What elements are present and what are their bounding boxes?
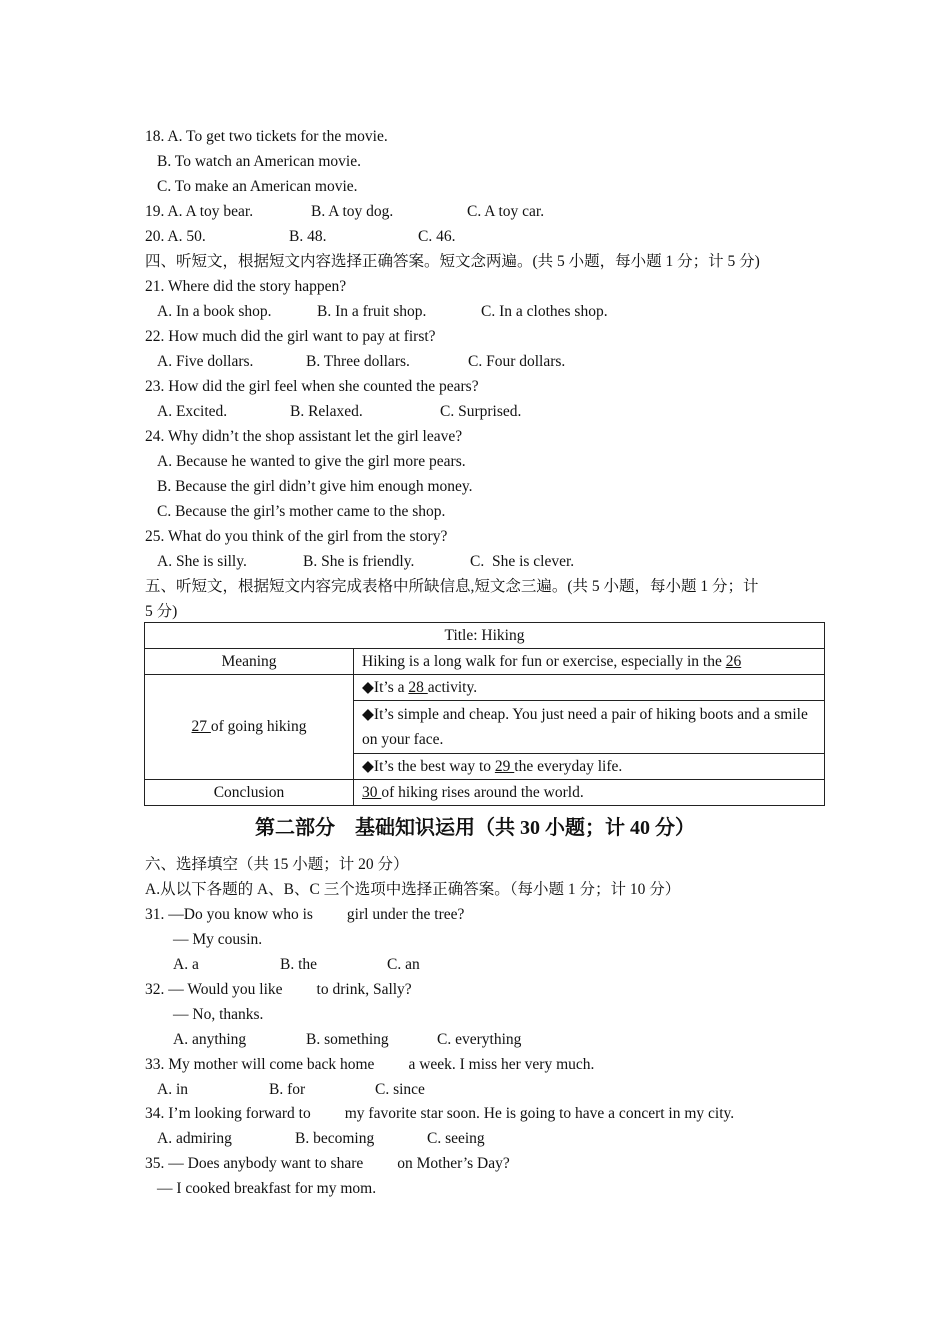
q23-stem: 23. How did the girl feel when she counted the pears? <box>145 378 479 395</box>
q32-option-a: A. anything <box>173 1031 247 1048</box>
blank-29: 29 <box>494 757 515 775</box>
q18-option-b: B. To watch an American movie. <box>157 153 361 170</box>
section-5-heading: 五、听短文，根据短文内容完成表格中所缺信息,短文念三遍。(共 5 小题，每小题 1 分；计 <box>145 578 759 595</box>
blank-27: 27 <box>191 718 211 735</box>
q21-option-b: B. In a fruit shop. <box>317 303 427 320</box>
q23-option-a: A. Excited. <box>157 403 228 420</box>
q34-option-a: A. admiring <box>157 1130 232 1147</box>
q24-option-b: B. Because the girl didn’t give him enough money. <box>157 478 473 495</box>
hiking-table <box>144 622 825 806</box>
q19-option-a: 19. A. A toy bear. <box>145 203 254 220</box>
table-row <box>145 649 825 675</box>
q24-option-a: A. Because he wanted to give the girl more pears. <box>157 453 466 470</box>
q20-option-b: B. 48. <box>289 228 327 245</box>
q25-option-b: B. She is friendly. <box>303 553 415 570</box>
blank-28: 28 <box>408 678 428 696</box>
q19-option-c: C. A toy car. <box>467 203 545 220</box>
q22-stem: 22. How much did the girl want to pay at first? <box>145 328 436 345</box>
q22-option-c: C. Four dollars. <box>468 353 566 370</box>
q32-stem <box>145 980 412 1000</box>
q31-option-a: A. a <box>173 956 199 973</box>
q34-option-c: C. seeing <box>427 1130 485 1147</box>
q32-reply: — No, thanks. <box>173 1006 264 1023</box>
q24-option-c: C. Because the girl’s mother came to the shop. <box>157 503 446 520</box>
q25-stem: 25. What do you think of the girl from the story? <box>145 528 448 545</box>
blank-26: 26 <box>725 652 742 670</box>
q18-option-c: C. To make an American movie. <box>157 178 358 195</box>
q35-stem <box>145 1154 510 1174</box>
table-row <box>145 623 825 649</box>
q34-stem-post: my favorite star soon. He is going to have a concert in my city. <box>344 1105 735 1122</box>
part-2-title: 第二部分 基础知识运用（共 30 小题；计 40 分） <box>255 817 695 839</box>
q31-stem <box>145 905 464 925</box>
reason-1-post: activity. <box>427 678 478 696</box>
q32-stem-pre: 32. — Would you like <box>145 981 283 998</box>
reason-1 <box>354 675 825 701</box>
q20-option-a: 20. A. 50. <box>145 228 206 245</box>
q31-stem-post: girl under the tree? <box>346 906 465 923</box>
q34-stem <box>145 1104 734 1124</box>
reason-2: ◆It’s simple and cheap. You just need a pair of hiking boots and a smile on your face. <box>354 701 825 754</box>
q21-stem: 21. Where did the story happen? <box>145 278 347 295</box>
conclusion-cell <box>354 780 825 806</box>
q33-stem-post: a week. I miss her very much. <box>408 1056 595 1073</box>
q32-stem-post: to drink, Sally? <box>316 981 412 998</box>
section-5-heading-cont: 5 分) <box>145 603 178 620</box>
table-row <box>145 780 825 806</box>
q33-option-b: B. for <box>269 1081 306 1098</box>
q19-option-b: B. A toy dog. <box>311 203 394 220</box>
q23-option-b: B. Relaxed. <box>290 403 363 420</box>
q25-option-a: A. She is silly. <box>157 553 247 570</box>
q33-option-c: C. since <box>375 1081 425 1098</box>
q34-stem-pre: 34. I’m looking forward to <box>145 1105 311 1122</box>
reasons-label: of going hiking <box>210 718 307 735</box>
q31-stem-pre: 31. —Do you know who is <box>145 906 313 923</box>
q24-stem: 24. Why didn’t the shop assistant let the girl leave? <box>145 428 463 445</box>
q21-option-c: C. In a clothes shop. <box>481 303 608 320</box>
q22-option-a: A. Five dollars. <box>157 353 254 370</box>
meaning-text: Hiking is a long walk for fun or exercise, especially in the <box>362 652 726 670</box>
q22-option-b: B. Three dollars. <box>306 353 410 370</box>
meaning-label: Meaning <box>145 649 354 675</box>
q31-option-b: B. the <box>280 956 318 973</box>
q32-option-c: C. everything <box>437 1031 522 1048</box>
q34-option-b: B. becoming <box>295 1130 375 1147</box>
conclusion-text: of hiking rises around the world. <box>381 783 584 801</box>
table-row <box>145 675 825 701</box>
q35-reply: — I cooked breakfast for my mom. <box>157 1180 377 1197</box>
reason-3 <box>354 754 825 780</box>
q20-option-c: C. 46. <box>418 228 456 245</box>
q33-stem-pre: 33. My mother will come back home <box>145 1056 375 1073</box>
q23-option-c: C. Surprised. <box>440 403 522 420</box>
blank-30: 30 <box>362 783 382 801</box>
reasons-label-cell <box>145 675 354 780</box>
reason-3-post: the everyday life. <box>514 757 623 775</box>
q33-stem <box>145 1055 594 1075</box>
q31-option-c: C. an <box>387 956 420 973</box>
meaning-cell <box>354 649 825 675</box>
q35-stem-pre: 35. — Does anybody want to share <box>145 1155 364 1172</box>
section-a-instructions: A.从以下各题的 A、B、C 三个选项中选择正确答案。（每小题 1 分；计 10 分） <box>145 881 681 898</box>
conclusion-label: Conclusion <box>145 780 354 806</box>
q31-reply: — My cousin. <box>173 931 263 948</box>
q18-option-a: 18. A. To get two tickets for the movie. <box>145 128 388 145</box>
reason-1-pre: ◆It’s a <box>362 678 409 696</box>
table-title: Title: Hiking <box>145 623 825 649</box>
section-4-heading: 四、听短文，根据短文内容选择正确答案。短文念两遍。(共 5 小题，每小题 1 分；计 5 分) <box>145 253 760 270</box>
q33-option-a: A. in <box>157 1081 188 1098</box>
q32-option-b: B. something <box>306 1031 389 1048</box>
reason-3-pre: ◆It’s the best way to <box>362 757 495 775</box>
q25-option-c: C. She is clever. <box>470 553 575 570</box>
q21-option-a: A. In a book shop. <box>157 303 272 320</box>
q35-stem-post: on Mother’s Day? <box>397 1155 510 1172</box>
section-6-heading: 六、选择填空（共 15 小题；计 20 分） <box>145 856 409 873</box>
